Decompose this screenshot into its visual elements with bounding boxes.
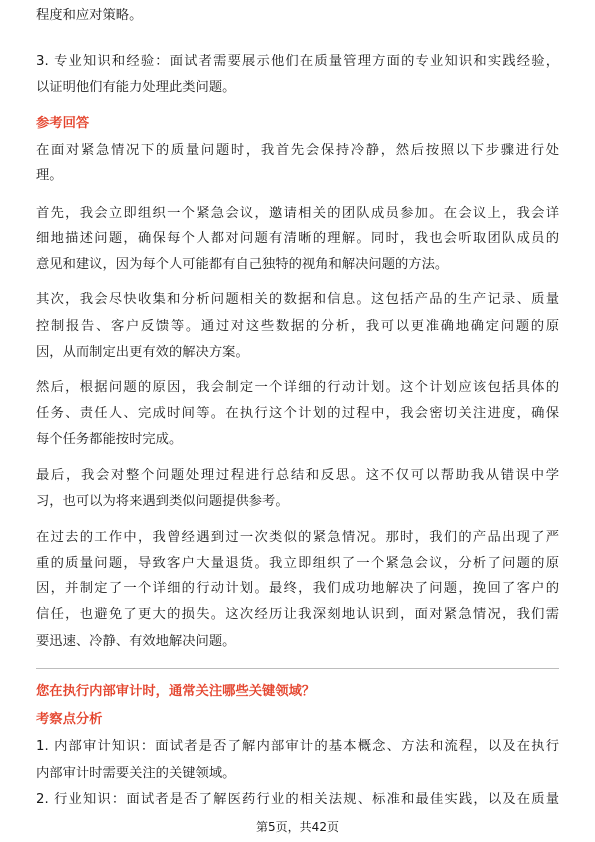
answer-line: 意见和建议，因为每个人可能都有自己独特的视角和解决问题的方法。	[36, 257, 449, 272]
analysis-item: 1. 内部审计知识：面试者是否了解内部审计的基本概念、方法和流程，以及在执行	[36, 739, 559, 754]
answer-line: 在面对紧急情况下的质量问题时，我首先会保持冷静，然后按照以下步骤进行处	[36, 143, 559, 158]
criteria-item: 以证明他们有能力处理此类问题。	[36, 80, 236, 95]
answer-line: 理。	[36, 168, 63, 183]
answer-line: 其次，我会尽快收集和分析问题相关的数据和信息。这包括产品的生产记录、质量	[36, 292, 559, 307]
analysis-heading: 考察点分析	[36, 712, 103, 727]
page-number: 第5页，共42页	[256, 820, 339, 834]
text-line: 程度和应对策略。	[36, 8, 143, 23]
answer-line: 因，从而制定出更有效的解决方案。	[36, 345, 249, 360]
analysis-item: 2. 行业知识：面试者是否了解医药行业的相关法规、标准和最佳实践，以及在质量	[36, 792, 559, 807]
answer-line: 重的质量问题，导致客户大量退货。我立即组织了一个紧急会议，分析了问题的原	[36, 556, 559, 571]
answer-line: 要迅速、冷静、有效地解决问题。	[36, 634, 236, 649]
answer-line: 因，并制定了一个详细的行动计划。最终，我们成功地解决了问题，挽回了客户的	[36, 581, 559, 596]
answer-line: 任务、责任人、完成时间等。在执行这个计划的过程中，我会密切关注进度，确保	[36, 406, 559, 421]
answer-line: 细地描述问题，确保每个人都对问题有清晰的理解。同时，我也会听取团队成员的	[36, 231, 559, 246]
answer-line: 控制报告、客户反馈等。通过对这些数据的分析，我可以更准确地确定问题的原	[36, 319, 559, 334]
analysis-item: 内部审计时需要关注的关键领域。	[36, 766, 236, 781]
section-divider	[36, 668, 559, 669]
answer-line: 在过去的工作中，我曾经遇到过一次类似的紧急情况。那时，我们的产品出现了严	[36, 530, 559, 545]
answer-line: 首先，我会立即组织一个紧急会议，邀请相关的团队成员参加。在会议上，我会详	[36, 206, 559, 221]
criteria-item: 3. 专业知识和经验：面试者需要展示他们在质量管理方面的专业知识和实践经验，	[36, 54, 559, 69]
reference-answer-heading: 参考回答	[36, 116, 90, 131]
answer-line: 习，也可以为将来遇到类似问题提供参考。	[36, 494, 289, 509]
answer-line: 然后，根据问题的原因，我会制定一个详细的行动计划。这个计划应该包括具体的	[36, 380, 559, 395]
answer-line: 每个任务都能按时完成。	[36, 432, 183, 447]
question-title: 您在执行内部审计时，通常关注哪些关键领域？	[36, 684, 316, 699]
answer-line: 信任，也避免了更大的损失。这次经历让我深刻地认识到，面对紧急情况，我们需	[36, 607, 559, 622]
answer-line: 最后，我会对整个问题处理过程进行总结和反思。这不仅可以帮助我从错误中学	[36, 468, 559, 483]
